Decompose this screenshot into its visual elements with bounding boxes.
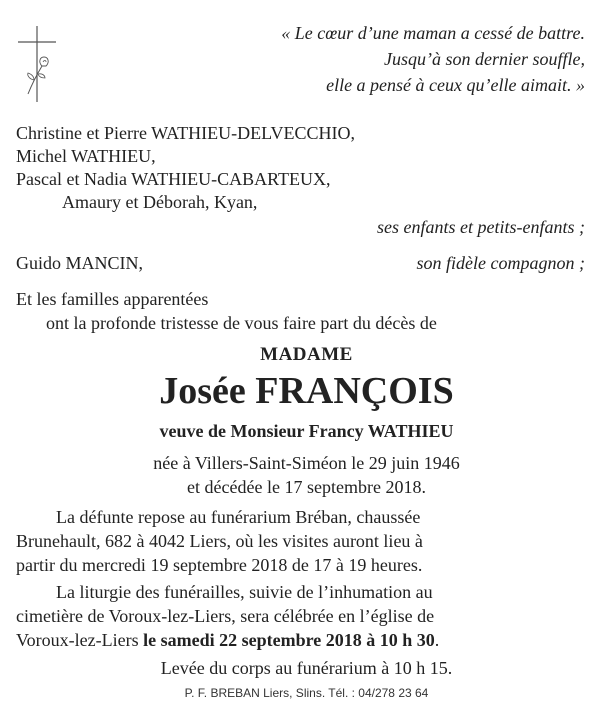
family-role: ses enfants et petits-enfants ;	[377, 217, 585, 237]
visitation-line-3: partir du mercredi 19 septembre 2018 de 17 à 19 heures.	[16, 555, 423, 575]
removal-line: Levée du corps au funérarium à 10 h 15.	[160, 658, 453, 678]
family-line-2: Michel WATHIEU,	[16, 146, 156, 166]
deceased-title: MADAME	[260, 344, 353, 365]
announcement-line-1: Et les familles apparentées	[16, 289, 209, 309]
family-line-4: Amaury et Déborah, Kyan,	[62, 192, 258, 212]
quote-line-3: elle a pensé à ceux qu’elle aimait. »	[326, 75, 585, 95]
cross-with-rose-icon	[14, 24, 60, 104]
companion-name: Guido MANCIN,	[16, 253, 144, 273]
announcement-line-2: ont la profonde tristesse de vous faire part du décès de	[46, 313, 437, 333]
deceased-born: née à Villers-Saint-Siméon le 29 juin 1946	[153, 453, 460, 473]
family-line-3: Pascal et Nadia WATHIEU-CABARTEUX,	[16, 169, 331, 189]
visitation-line-2: Brunehault, 682 à 4042 Liers, où les visites auront lieu à	[16, 531, 423, 551]
quote-line-1: « Le cœur d’une maman a cessé de battre.	[281, 23, 585, 43]
companion-role: son fidèle compagnon ;	[416, 253, 585, 273]
quote-line-2: Jusqu’à son dernier souffle,	[384, 49, 585, 69]
funeral-place: Voroux-lez-Liers	[16, 630, 144, 650]
visitation-line-1: La défunte repose au funérarium Bréban, chaussée	[56, 507, 421, 527]
family-line-1: Christine et Pierre WATHIEU-DELVECCHIO,	[16, 123, 355, 143]
deceased-died: et décédée le 17 septembre 2018.	[187, 477, 426, 497]
funeral-line-3	[16, 629, 439, 651]
deceased-widow: veuve de Monsieur Francy WATHIEU	[159, 421, 454, 441]
funeral-home-footer: P. F. BREBAN Liers, Slins. Tél. : 04/278 23 64	[184, 686, 429, 700]
funeral-date: le samedi 22 septembre 2018 à 10 h 30	[143, 630, 435, 650]
deceased-name: Josée FRANÇOIS	[159, 370, 454, 412]
funeral-end: .	[434, 630, 440, 650]
funeral-line-2: cimetière de Voroux-lez-Liers, sera célébrée en l’église de	[16, 606, 435, 626]
funeral-line-1: La liturgie des funérailles, suivie de l’inhumation au	[56, 582, 433, 602]
